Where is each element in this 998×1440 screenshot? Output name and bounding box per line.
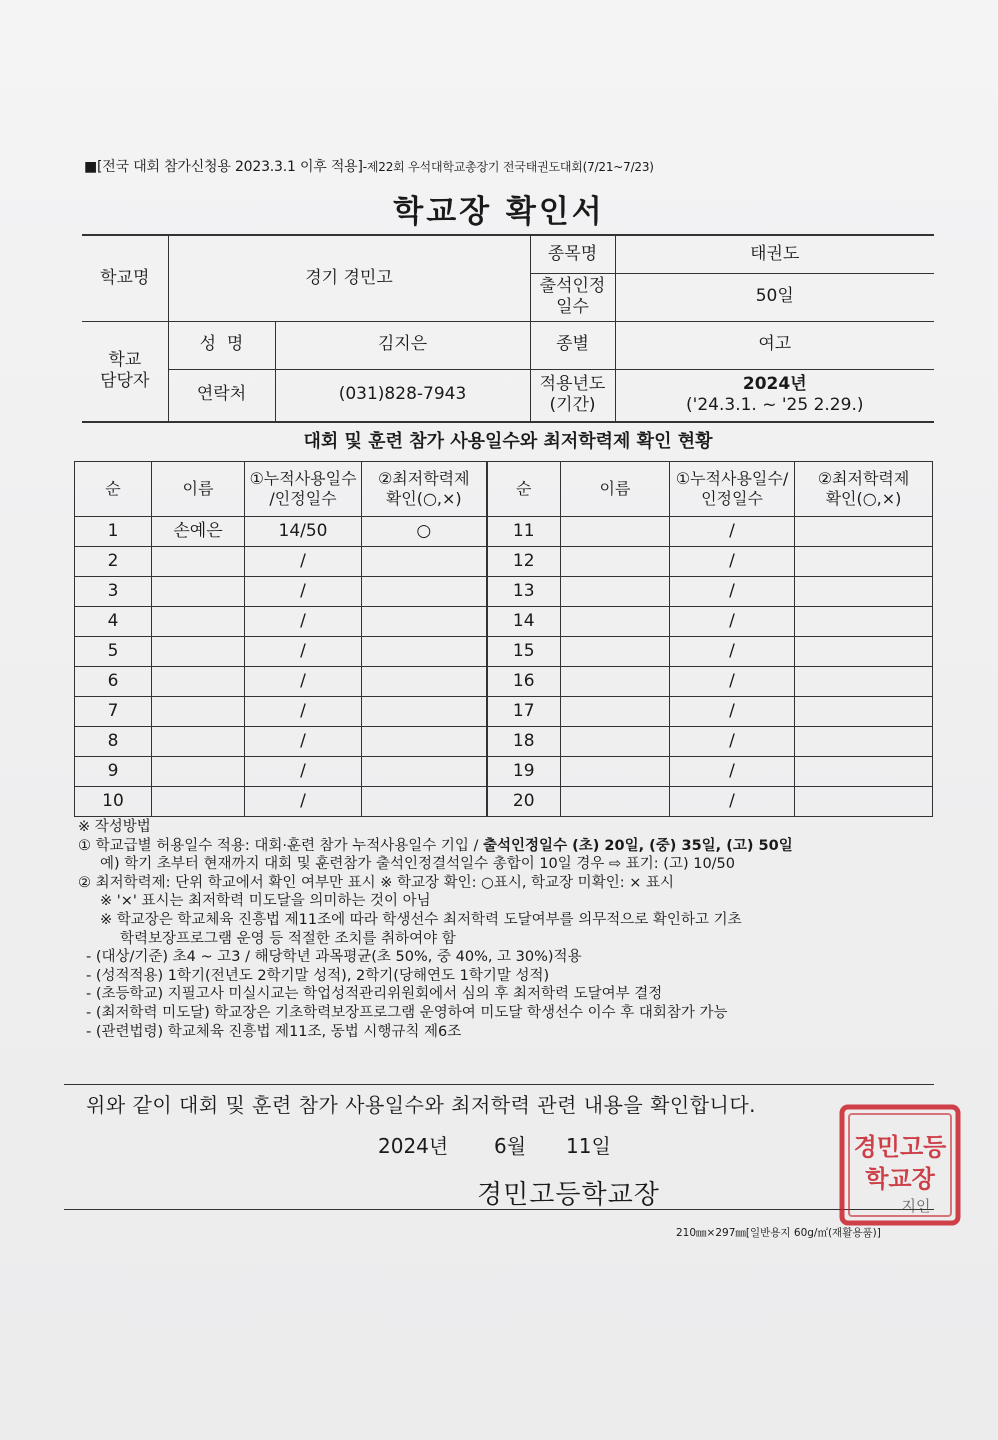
table-cell: / [245, 787, 362, 817]
document-header [84, 156, 654, 176]
document-title: 학교장 확인서 [393, 194, 605, 230]
table-cell: 17 [487, 697, 561, 727]
table-cell [152, 607, 245, 637]
table-cell: 12 [487, 547, 561, 577]
table-cell [561, 577, 670, 607]
note-line [78, 837, 958, 856]
table-cell: / [670, 757, 795, 787]
note-line: - (대상/기준) 초4 ~ 고3 / 해당학년 과목평균(초 50%, 중 40%, 고 30%)적용 [86, 949, 582, 966]
table-header-row [75, 462, 933, 517]
table-cell [795, 727, 933, 757]
table-cell [152, 547, 245, 577]
participation-table [74, 461, 933, 817]
col-header: 이름 [561, 462, 670, 517]
table-cell: / [245, 757, 362, 787]
school-info-table [82, 234, 934, 422]
notes-heading: ※ 작성방법 [78, 819, 151, 835]
table-cell: / [245, 667, 362, 697]
table-cell: 18 [487, 727, 561, 757]
table-cell: 8 [75, 727, 152, 757]
table-cell: / [670, 607, 795, 637]
col-header: ①누적사용일수 /인정일수 [245, 462, 362, 517]
manager-label: 학교 담당자 [82, 321, 168, 421]
table-cell [795, 787, 933, 817]
principal-title: 경민고등학교장 [477, 1180, 660, 1210]
table-cell [152, 787, 245, 817]
note-line: - (성적적용) 1학기(전년도 2학기말 성적), 2학기(당해연도 1학기말 성적) [86, 967, 550, 984]
table-cell [152, 577, 245, 607]
table-cell [362, 637, 487, 667]
table-cell [362, 787, 487, 817]
table-cell [561, 787, 670, 817]
table-cell: 19 [487, 757, 561, 787]
table-cell: / [670, 787, 795, 817]
table-row [75, 667, 933, 697]
col-header: ①누적사용일수/ 인정일수 [670, 462, 795, 517]
table-cell [795, 577, 933, 607]
table-cell: 1 [75, 517, 152, 547]
attendance-label: 출석인정 일수 [530, 273, 615, 321]
year-label: 적용년도 (기간) [530, 369, 615, 421]
official-seal-stamp [838, 1103, 962, 1227]
col-header: 순 [487, 462, 561, 517]
table-row [75, 727, 933, 757]
table-row [75, 757, 933, 787]
table-cell [795, 697, 933, 727]
note-line: ※ 학교장은 학교체육 진흥법 제11조에 따라 학생선수 최저학력 도달여부를 의무적으로 확인하고 기초 [100, 911, 742, 928]
table-cell: / [245, 697, 362, 727]
sport-value: 태권도 [615, 235, 934, 273]
school-label: 학교명 [82, 235, 168, 321]
date-day: 11일 [566, 1134, 611, 1158]
table-cell: 7 [75, 697, 152, 727]
table-cell [362, 577, 487, 607]
table-cell: / [670, 577, 795, 607]
table-cell [795, 757, 933, 787]
table-row [75, 547, 933, 577]
table-cell [362, 757, 487, 787]
type-value: 여고 [615, 321, 934, 369]
table-cell: 15 [487, 637, 561, 667]
table-cell: 5 [75, 637, 152, 667]
paper-spec: 210㎜×297㎜[일반용지 60g/㎡(재활용품)] [676, 1227, 881, 1239]
table-row [75, 787, 933, 817]
table-cell [152, 757, 245, 787]
table-cell [152, 697, 245, 727]
table-cell: / [670, 667, 795, 697]
table-cell [795, 517, 933, 547]
contact-value: (031)828-7943 [275, 369, 530, 421]
col-header: ②최저학력제 확인(○,×) [362, 462, 487, 517]
stamp-text: 학교장 [865, 1164, 935, 1193]
writing-instructions [78, 818, 958, 1041]
header-event: -제22회 우석대학교총장기 전국태권도대회(7/21~7/23) [362, 160, 654, 174]
table-cell [152, 667, 245, 697]
table-cell [795, 547, 933, 577]
table-cell [795, 667, 933, 697]
table-cell: 손예은 [152, 517, 245, 547]
table-row [75, 517, 933, 547]
table-cell: ○ [362, 517, 487, 547]
note-line: 학력보장프로그램 운영 등 적절한 조치를 취하여야 함 [120, 930, 456, 947]
table-cell: / [245, 637, 362, 667]
note-line: ② 최저학력제: 단위 학교에서 확인 여부만 표시 ※ 학교장 확인: ○표시, 학교장 미확인: × 표시 [78, 874, 674, 891]
header-category: ■[전국 대회 참가신청용 2023.3.1 이후 적용] [84, 159, 363, 175]
table-row [75, 637, 933, 667]
name-value: 김지은 [275, 321, 530, 369]
attendance-value: 50일 [615, 273, 934, 321]
table-cell: 4 [75, 607, 152, 637]
table-cell: 13 [487, 577, 561, 607]
table-cell [561, 757, 670, 787]
note-bold-text: 출석인정일수 (초) 20일, (중) 35일, (고) 50일 [483, 837, 793, 854]
table-cell [152, 727, 245, 757]
table-cell [561, 637, 670, 667]
table-cell: 14 [487, 607, 561, 637]
table-cell [561, 517, 670, 547]
year-value: 2024년 [742, 373, 807, 394]
table-cell [561, 547, 670, 577]
period-value: ('24.3.1. ~ '25 2.29.) [686, 395, 864, 415]
table-row [75, 697, 933, 727]
note-line: 예) 학기 초부터 현재까지 대회 및 훈련참가 출석인정결석일수 총합이 10일 경우 ⇨ 표기: (고) 10/50 [100, 856, 736, 873]
table-cell [561, 727, 670, 757]
table-cell: 10 [75, 787, 152, 817]
table-cell: / [245, 577, 362, 607]
school-value: 경기 경민고 [168, 235, 530, 321]
divider [64, 1209, 934, 1210]
contact-label: 연락처 [168, 369, 275, 421]
table-cell: / [670, 517, 795, 547]
col-header: 순 [75, 462, 152, 517]
table-cell [561, 697, 670, 727]
table-cell: 14/50 [245, 517, 362, 547]
table-cell: / [670, 637, 795, 667]
table-cell: 3 [75, 577, 152, 607]
col-header: 이름 [152, 462, 245, 517]
date-month: 6월 [494, 1134, 527, 1158]
table-row [75, 577, 933, 607]
note-line: - (관련법령) 학교체육 진흥법 제11조, 동법 시행규칙 제6조 [86, 1023, 462, 1040]
table-cell: 9 [75, 757, 152, 787]
sport-label: 종목명 [530, 235, 615, 273]
col-header: ②최저학력제 확인(○,×) [795, 462, 933, 517]
table-cell [362, 697, 487, 727]
note-line: - (최저학력 미도달) 학교장은 기초학력보장프로그램 운영하여 미도달 학생선수 이수 후 대회참가 가능 [86, 1004, 728, 1021]
table-cell: / [670, 727, 795, 757]
section-title: 대회 및 훈련 참가 사용일수와 최저학력제 확인 현황 [82, 422, 934, 461]
table-cell: 11 [487, 517, 561, 547]
table-cell: 16 [487, 667, 561, 697]
stamp-text: 지인 [901, 1197, 931, 1215]
stamp-text: 경민고등 [853, 1132, 947, 1161]
table-cell [362, 667, 487, 697]
table-cell: / [245, 727, 362, 757]
table-cell [362, 727, 487, 757]
year-cell [615, 369, 934, 421]
table-cell: 2 [75, 547, 152, 577]
note-line: - (초등학교) 지필고사 미실시교는 학업성적관리위원회에서 심의 후 최저학력 도달여부 결정 [86, 986, 663, 1003]
table-cell [561, 607, 670, 637]
table-cell [561, 667, 670, 697]
type-label: 종별 [530, 321, 615, 369]
table-cell: 6 [75, 667, 152, 697]
table-cell [795, 637, 933, 667]
table-cell: / [670, 697, 795, 727]
note-line: ※ '×' 표시는 최저학력 미도달을 의미하는 것이 아님 [100, 893, 431, 910]
confirmation-text: 위와 같이 대회 및 훈련 참가 사용일수와 최저학력 관련 내용을 확인합니다. [86, 1093, 757, 1117]
table-cell: / [245, 547, 362, 577]
note-text: ① 학교급별 허용일수 적용: 대회·훈련 참가 누적사용일수 기입 / [78, 837, 484, 854]
divider [64, 1084, 934, 1085]
table-row [75, 607, 933, 637]
table-cell [362, 547, 487, 577]
date-year: 2024년 [378, 1134, 449, 1158]
table-cell: / [670, 547, 795, 577]
name-label: 성 명 [168, 321, 275, 369]
table-cell: 20 [487, 787, 561, 817]
table-cell [362, 607, 487, 637]
table-cell [795, 607, 933, 637]
table-cell [152, 637, 245, 667]
table-cell: / [245, 607, 362, 637]
